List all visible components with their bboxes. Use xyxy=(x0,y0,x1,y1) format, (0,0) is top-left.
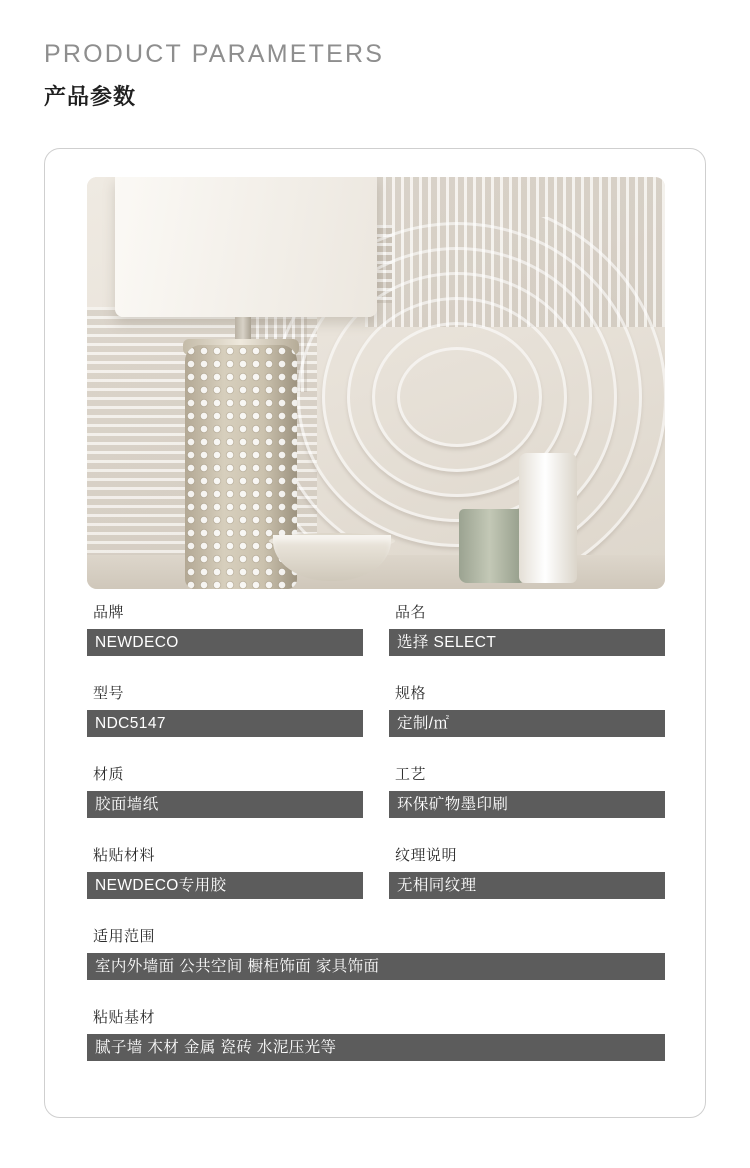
spec-label: 型号 xyxy=(93,685,125,702)
spec-label: 工艺 xyxy=(395,766,427,783)
spec-row xyxy=(87,844,665,899)
spec-value: 腻子墙 木材 金属 瓷砖 水泥压光等 xyxy=(87,1034,665,1061)
spec-row xyxy=(87,925,665,980)
product-image xyxy=(87,177,665,589)
spec-value: NEWDECO xyxy=(87,629,363,656)
spec-item-product-name xyxy=(389,601,665,656)
spec-item-material xyxy=(87,763,363,818)
spec-item-substrate xyxy=(87,1006,665,1061)
spec-label: 材质 xyxy=(93,766,125,783)
spec-label: 品名 xyxy=(395,604,427,621)
lamp-shade xyxy=(115,177,377,317)
page-header xyxy=(0,0,750,111)
spec-item-application-scope xyxy=(87,925,665,980)
spec-row xyxy=(87,682,665,737)
spec-item-texture-note xyxy=(389,844,665,899)
spec-label: 粘贴材料 xyxy=(93,847,156,864)
spec-value: 无相同纹理 xyxy=(389,872,665,899)
white-vase xyxy=(519,453,577,583)
spec-label: 适用范围 xyxy=(93,928,156,945)
spec-item-adhesive xyxy=(87,844,363,899)
spec-value: 胶面墙纸 xyxy=(87,791,363,818)
spec-value: NEWDECO专用胶 xyxy=(87,872,363,899)
page-title-cn: 产品参数 xyxy=(44,83,137,109)
spec-item-process xyxy=(389,763,665,818)
spec-label: 规格 xyxy=(395,685,427,702)
spec-label: 粘贴基材 xyxy=(93,1009,156,1026)
spec-label: 品牌 xyxy=(93,604,125,621)
spec-value: 定制/㎡ xyxy=(389,710,665,737)
spec-list xyxy=(87,601,665,1087)
green-cup xyxy=(459,509,527,583)
spec-row xyxy=(87,763,665,818)
spec-value: 选择 SELECT xyxy=(389,629,665,656)
page-title-en: PRODUCT PARAMETERS xyxy=(44,40,385,68)
spec-item-model xyxy=(87,682,363,737)
spec-value: NDC5147 xyxy=(87,710,363,737)
spec-value: 室内外墙面 公共空间 橱柜饰面 家具饰面 xyxy=(87,953,665,980)
product-image-canvas xyxy=(87,177,665,589)
spec-row xyxy=(87,1006,665,1061)
spec-row xyxy=(87,601,665,656)
spec-label: 纹理说明 xyxy=(395,847,458,864)
spec-item-specification xyxy=(389,682,665,737)
spec-value: 环保矿物墨印刷 xyxy=(389,791,665,818)
spec-item-brand xyxy=(87,601,363,656)
spec-card xyxy=(44,148,706,1118)
